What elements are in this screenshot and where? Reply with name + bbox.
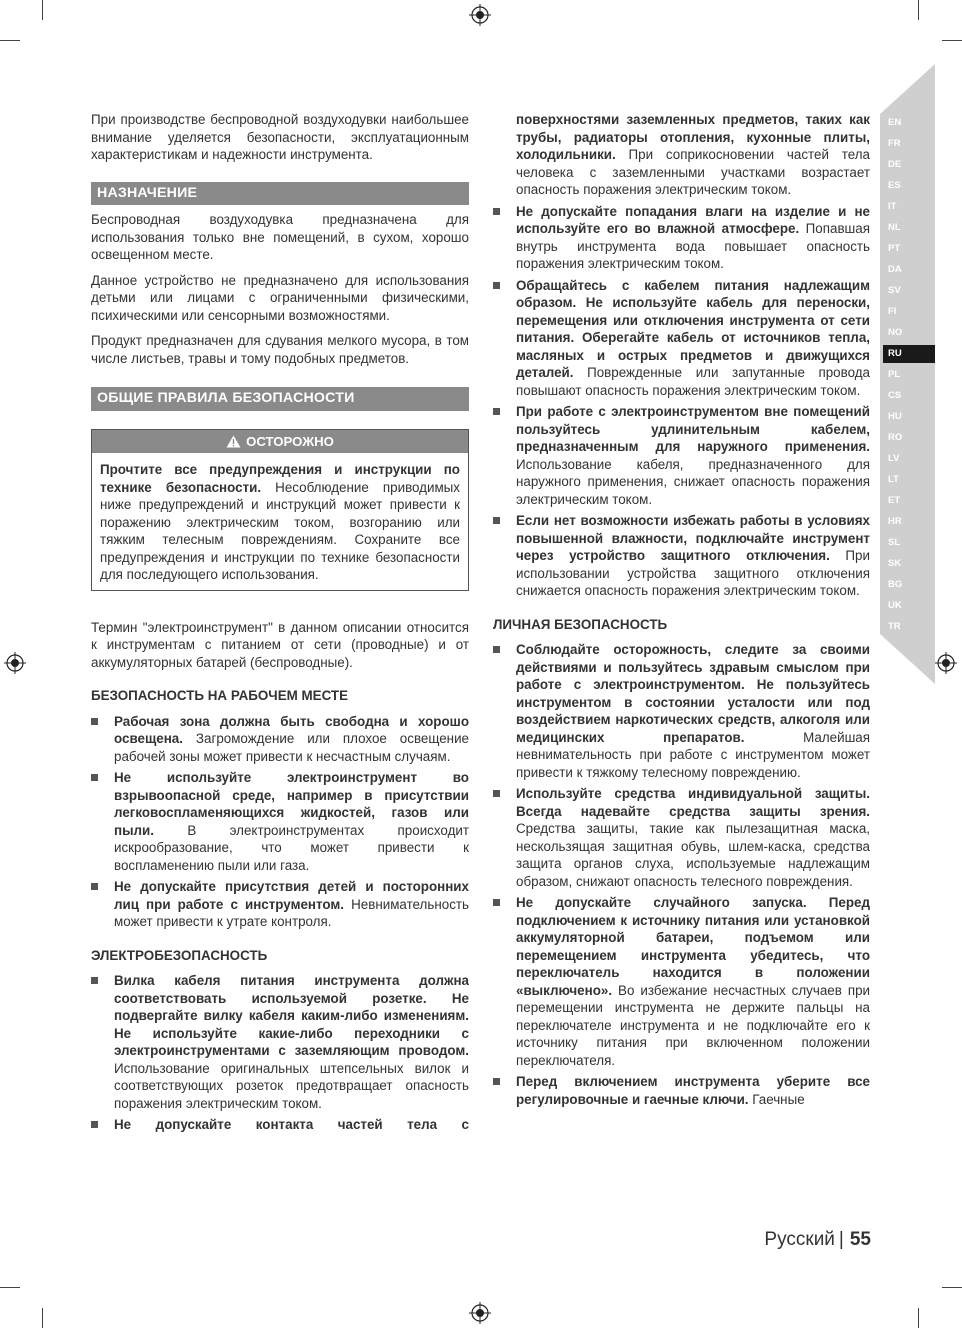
warning-header (92, 430, 468, 454)
language-tab[interactable]: HU (883, 408, 935, 426)
list-item: Не допускайте присутствия детей и посторонних лиц при работе с инструментом. Невнимательность может привести к утрате контроля. (91, 878, 469, 931)
list-item: Используйте средства индивидуальной защиты. Всегда надевайте средства защиты зрения. Средства защиты, такие как пылезащитная маска, нескользящая защитная обувь, шлем-каска, средства защита органов слуха, используемые надлежащим образом, снижают опасность телесного повреждения. (493, 785, 870, 890)
language-tab[interactable]: UK (883, 597, 935, 615)
language-tab[interactable]: CS (883, 387, 935, 405)
registration-mark-icon (935, 652, 957, 674)
list-item: Обращайтесь с кабелем питания надлежащим образом. Не используйте кабель для переноски, перемещения или отключения инструмента от сети питания. Оберегайте кабель от источников тепла, масляных и острых предметов и движущихся деталей. Поврежденные или запутанные провода повышают опасность поражения электрическим током. (493, 277, 870, 400)
language-tabs (883, 114, 935, 639)
purpose-paragraph: Беспроводная воздуходувка предназначена для использования только вне помещений, в сухом, хорошо освещенном месте. (91, 212, 469, 262)
warning-body: Несоблюдение приводимых ниже предупреждений и инструкций может привести к поражению электрическим током, возгоранию или тяжким телесным повреждениям. Сохраните все предупреждения и инструкции по технике безопасности для последующего использования. (100, 479, 460, 582)
language-tab[interactable]: BG (883, 576, 935, 594)
crop-mark (0, 40, 20, 41)
intro-paragraph: При производстве беспроводной воздуходувки наибольшее внимание уделяется безопасности, эксплуатационным характеристикам и надежности инструмента. (91, 112, 469, 162)
warning-bold: Прочтите все предупреждения и инструкции по технике безопасности. (100, 462, 460, 495)
warning-triangle-icon (226, 435, 241, 448)
language-tab[interactable]: SV (883, 282, 935, 300)
language-tab[interactable]: NO (883, 324, 935, 342)
electrical-list (91, 972, 469, 1134)
list-item: Соблюдайте осторожность, следите за своими действиями и пользуйтесь здравым смыслом при работе с электроинструментом. Не пользуйтесь инструментом в состоянии усталости или под воздействием наркотических средств, алкоголя или медицинских препаратов. Малейшая невнимательность при работе с инструментом может привести к тяжкому телесному повреждению. (493, 641, 870, 781)
language-tab[interactable]: SL (883, 534, 935, 552)
language-tab[interactable]: HR (883, 513, 935, 531)
warning-box (91, 429, 469, 591)
subheading-electrical-safety: ЭЛЕКТРОБЕЗОПАСНОСТЬ (91, 947, 268, 963)
list-item: Если нет возможности избежать работы в условиях повышенной влажности, подключайте инструмент через устройство защитного отключения. При использовании устройства защитного отключения снижается опасность поражения электрическим током. (493, 512, 870, 600)
language-tab[interactable]: FR (883, 135, 935, 153)
language-tab[interactable]: ES (883, 177, 935, 195)
registration-mark-icon (469, 1302, 491, 1324)
list-item-continued: поверхностями заземленных предметов, таких как трубы, радиаторы отопления, кухонные плиты, холодильники. При соприкосновении частей тела человека с заземленными участками возрастает опасность поражения электрическим током. (516, 112, 870, 197)
electrical-list-continued (493, 111, 870, 600)
footer-language: Русский (764, 1229, 835, 1250)
list-item: Не допускайте попадания влаги на изделие и не используйте его во влажной атмосфере. Попавшая внутрь инструмента вода повышает опасность поражения электрическим током. (493, 203, 870, 273)
list-item: При работе с электроинструментом вне помещений пользуйтесь удлинительным кабелем, предназначенным для наружного применения. Использование кабеля, предназначенного для наружного применения, снижает опасность поражения электрическим током. (493, 403, 870, 508)
language-tab[interactable]: FI (883, 303, 935, 321)
right-column (493, 111, 870, 1116)
language-tab[interactable]: TR (883, 618, 935, 636)
purpose-paragraph: Продукт предназначен для сдувания мелкого мусора, в том числе листьев, травы и тому подобных предметов. (91, 333, 469, 366)
crop-mark (42, 0, 43, 20)
registration-mark-icon (4, 652, 26, 674)
crop-mark (918, 0, 919, 20)
crop-mark (942, 40, 962, 41)
crop-mark (942, 1287, 962, 1288)
language-tab[interactable]: LT (883, 471, 935, 489)
warning-text (92, 453, 468, 590)
list-item: Перед включением инструмента уберите все регулировочные и гаечные ключи. Гаечные (493, 1073, 870, 1108)
footer-separator: | (838, 1229, 844, 1250)
workplace-list (91, 713, 469, 931)
personal-list (493, 641, 870, 1108)
language-tab[interactable]: EN (883, 114, 935, 132)
crop-mark (918, 1308, 919, 1328)
page-number: 55 (849, 1229, 871, 1250)
language-tab[interactable]: RU (883, 345, 935, 363)
section-heading-purpose: НАЗНАЧЕНИЕ (91, 182, 469, 206)
list-item: Не допускайте контакта частей тела с (91, 1116, 469, 1134)
purpose-paragraph: Данное устройство не предназначено для использования детьми или лицами с ограниченными физическими, психическими или сенсорными возможностями. (91, 272, 469, 323)
language-tab[interactable]: IT (883, 198, 935, 216)
page-footer (764, 1229, 871, 1251)
language-tab[interactable]: PT (883, 240, 935, 258)
registration-mark-icon (469, 4, 491, 26)
term-paragraph: Термин "электроинструмент" в данном описании относится к инструментам с питанием от сети (проводные) и от аккумуляторных батарей (беспроводные). (91, 619, 469, 670)
list-item: Не используйте электроинструмент во взрывоопасной среде, например в присутствии легковоспламеняющихся жидкостей, газов или пыли. В электроинструментах происходит искрообразование, что может привести к воспламенению пыли или газа. (91, 769, 469, 874)
language-tab[interactable]: NL (883, 219, 935, 237)
language-tab[interactable]: DE (883, 156, 935, 174)
subheading-workplace-safety: БЕЗОПАСНОСТЬ НА РАБОЧЕМ МЕСТЕ (91, 688, 349, 703)
language-tab[interactable]: SK (883, 555, 935, 573)
crop-mark (42, 1308, 43, 1328)
warning-title: ОСТОРОЖНО (246, 433, 334, 449)
language-tab[interactable]: RO (883, 429, 935, 447)
crop-mark (0, 1287, 20, 1288)
section-heading-general-safety: ОБЩИЕ ПРАВИЛА БЕЗОПАСНОСТИ (91, 387, 469, 411)
left-column (91, 111, 469, 1142)
list-item: Вилка кабеля питания инструмента должна соответствовать используемой розетке. Не подвергайте вилку кабеля каким-либо изменениям. Не используйте какие-либо переходники с электроинструментами с заземляющим проводом. Использование оригинальных штепсельных вилок и соответствующих розеток предотвращает опасность поражения электрическим током. (91, 972, 469, 1112)
language-tab[interactable]: PL (883, 366, 935, 384)
language-tab[interactable]: LV (883, 450, 935, 468)
list-item: Не допускайте случайного запуска. Перед подключением к источнику питания или установкой аккумуляторной батареи, подъемом или перемещением инструмента убедитесь, что переключатель находится в положении «выключено». Во избежание несчастных случаев при перемещении инструмента не держите пальцы на переключателе инструмента и не подключайте его к источнику питания при включенном положении переключателя. (493, 894, 870, 1069)
subheading-personal-safety: ЛИЧНАЯ БЕЗОПАСНОСТЬ (493, 616, 668, 632)
language-tab[interactable]: ET (883, 492, 935, 510)
language-tab[interactable]: DA (883, 261, 935, 279)
list-item: Рабочая зона должна быть свободна и хорошо освещена. Загромождение или плохое освещение рабочей зоны может привести к несчастным случаям. (91, 713, 469, 766)
